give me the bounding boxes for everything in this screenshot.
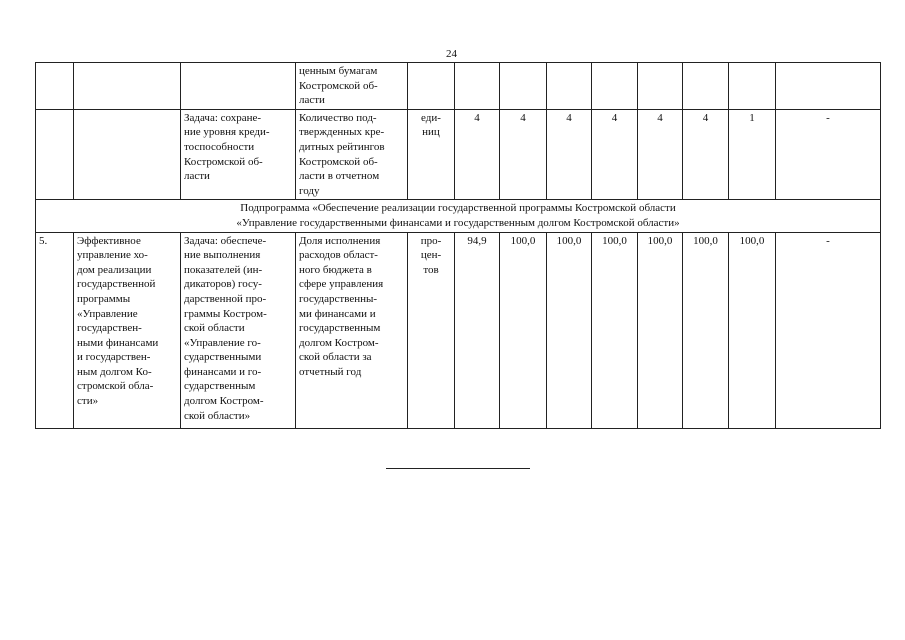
cell-indicator	[296, 109, 408, 200]
goal-line: сти»	[77, 395, 99, 408]
cell-goal	[74, 63, 181, 110]
goal-line: «Управление	[77, 307, 138, 320]
cell-number: 5.	[36, 232, 74, 428]
cell-number	[36, 109, 74, 200]
task-line: Задача: сохране-	[184, 111, 262, 124]
cell-note: -	[776, 232, 881, 428]
cell-note: -	[776, 109, 881, 200]
indicator-line: ласти в отчетном	[299, 170, 380, 183]
cell-value	[500, 63, 547, 110]
subprogram-line: Подпрограмма «Обеспечение реализации государственной программы Костромской области	[240, 202, 676, 215]
cell-indicator	[296, 63, 408, 110]
cell-value: 4	[638, 109, 683, 200]
task-line: долгом Костром-	[184, 395, 264, 408]
cell-value: 100,0	[638, 232, 683, 428]
cell-value: 100,0	[683, 232, 729, 428]
cell-value	[592, 63, 638, 110]
task-line: тоспособности	[184, 140, 255, 153]
subprogram-line: «Управление государственными финансами и государственным долгом Костромской области»	[236, 216, 680, 229]
unit-line: тов	[423, 263, 439, 276]
cell-value: 4	[683, 109, 729, 200]
task-line: Задача: обеспече-	[184, 234, 267, 247]
cell-value: 100,0	[500, 232, 547, 428]
task-line: ласти	[184, 170, 210, 183]
indicator-line: расходов област-	[299, 249, 378, 262]
page-number: 24	[446, 48, 457, 60]
indicator-line: долгом Костром-	[299, 336, 379, 349]
indicator-line: государственным	[299, 322, 381, 335]
goal-line: программы	[77, 292, 131, 305]
indicator-line: ской области за	[299, 351, 372, 364]
cell-task	[181, 232, 296, 428]
task-line: финансами и го-	[184, 365, 262, 378]
cell-value: 100,0	[729, 232, 776, 428]
cell-value: 1	[729, 109, 776, 200]
task-line: ние выполнения	[184, 249, 261, 262]
cell-value: 100,0	[547, 232, 592, 428]
table-row-task-rating	[36, 109, 881, 200]
cell-unit	[408, 63, 455, 110]
task-line: граммы Костром-	[184, 307, 267, 320]
indicator-line: Костромской об-	[299, 155, 378, 168]
indicator-line: Костромской об-	[299, 79, 378, 92]
task-line: дарственной про-	[184, 292, 267, 305]
cell-task	[181, 109, 296, 200]
task-line: ской области	[184, 322, 245, 335]
table-row-continuation	[36, 63, 881, 110]
task-line: ние уровня креди-	[184, 126, 270, 139]
indicator-line: дитных рейтингов	[299, 140, 385, 153]
task-line: «Управление го-	[184, 336, 261, 349]
indicator-line: ценным бумагам	[299, 65, 378, 77]
goal-line: Эффективное	[77, 234, 141, 247]
cell-unit	[408, 109, 455, 200]
cell-note	[776, 63, 881, 110]
indicator-line: сфере управления	[299, 278, 384, 291]
footer-rule	[386, 468, 530, 469]
indicator-line: году	[299, 184, 320, 197]
indicators-table	[35, 62, 881, 429]
task-line: сударственным	[184, 380, 256, 393]
cell-value: 94,9	[455, 232, 500, 428]
cell-value: 4	[547, 109, 592, 200]
goal-line: управление хо-	[77, 249, 148, 262]
cell-value: 4	[592, 109, 638, 200]
goal-line: государствен-	[77, 322, 142, 335]
cell-number	[36, 63, 74, 110]
task-line: Костромской об-	[184, 155, 263, 168]
task-line: сударственными	[184, 351, 262, 364]
cell-value: 4	[500, 109, 547, 200]
cell-value: 4	[455, 109, 500, 200]
indicator-line: ного бюджета в	[299, 263, 372, 276]
goal-line: ными финансами	[77, 336, 159, 349]
cell-indicator	[296, 232, 408, 428]
table-row-subprogram	[36, 200, 881, 232]
goal-line: и государствен-	[77, 351, 151, 364]
goal-line: государственной	[77, 278, 156, 291]
indicator-line: отчетный год	[299, 365, 362, 378]
task-line: дикаторов) госу-	[184, 278, 262, 291]
cell-value	[638, 63, 683, 110]
goal-line: ным долгом Ко-	[77, 365, 152, 378]
cell-value	[547, 63, 592, 110]
unit-line: цен-	[420, 249, 442, 262]
indicator-line: Доля исполнения	[299, 234, 381, 247]
cell-goal	[74, 232, 181, 428]
cell-unit	[408, 232, 455, 428]
task-line: ской области»	[184, 409, 251, 422]
indicator-line: Количество под-	[299, 111, 377, 124]
indicator-line: государственны-	[299, 292, 378, 305]
table-row-5	[36, 232, 881, 428]
cell-goal	[74, 109, 181, 200]
indicator-line: ласти	[299, 94, 325, 107]
goal-line: дом реализации	[77, 263, 152, 276]
subprogram-heading	[36, 200, 881, 232]
indicator-line: ми финансами и	[299, 307, 376, 320]
indicator-line: твержденных кре-	[299, 126, 385, 139]
task-line: показателей (ин-	[184, 263, 263, 276]
unit-line: про-	[420, 234, 442, 247]
cell-value	[683, 63, 729, 110]
cell-value	[729, 63, 776, 110]
unit-line: ниц	[422, 126, 440, 139]
cell-task	[181, 63, 296, 110]
cell-value: 100,0	[592, 232, 638, 428]
unit-line: еди-	[421, 111, 441, 124]
goal-line: стромской обла-	[77, 380, 154, 393]
cell-value	[455, 63, 500, 110]
